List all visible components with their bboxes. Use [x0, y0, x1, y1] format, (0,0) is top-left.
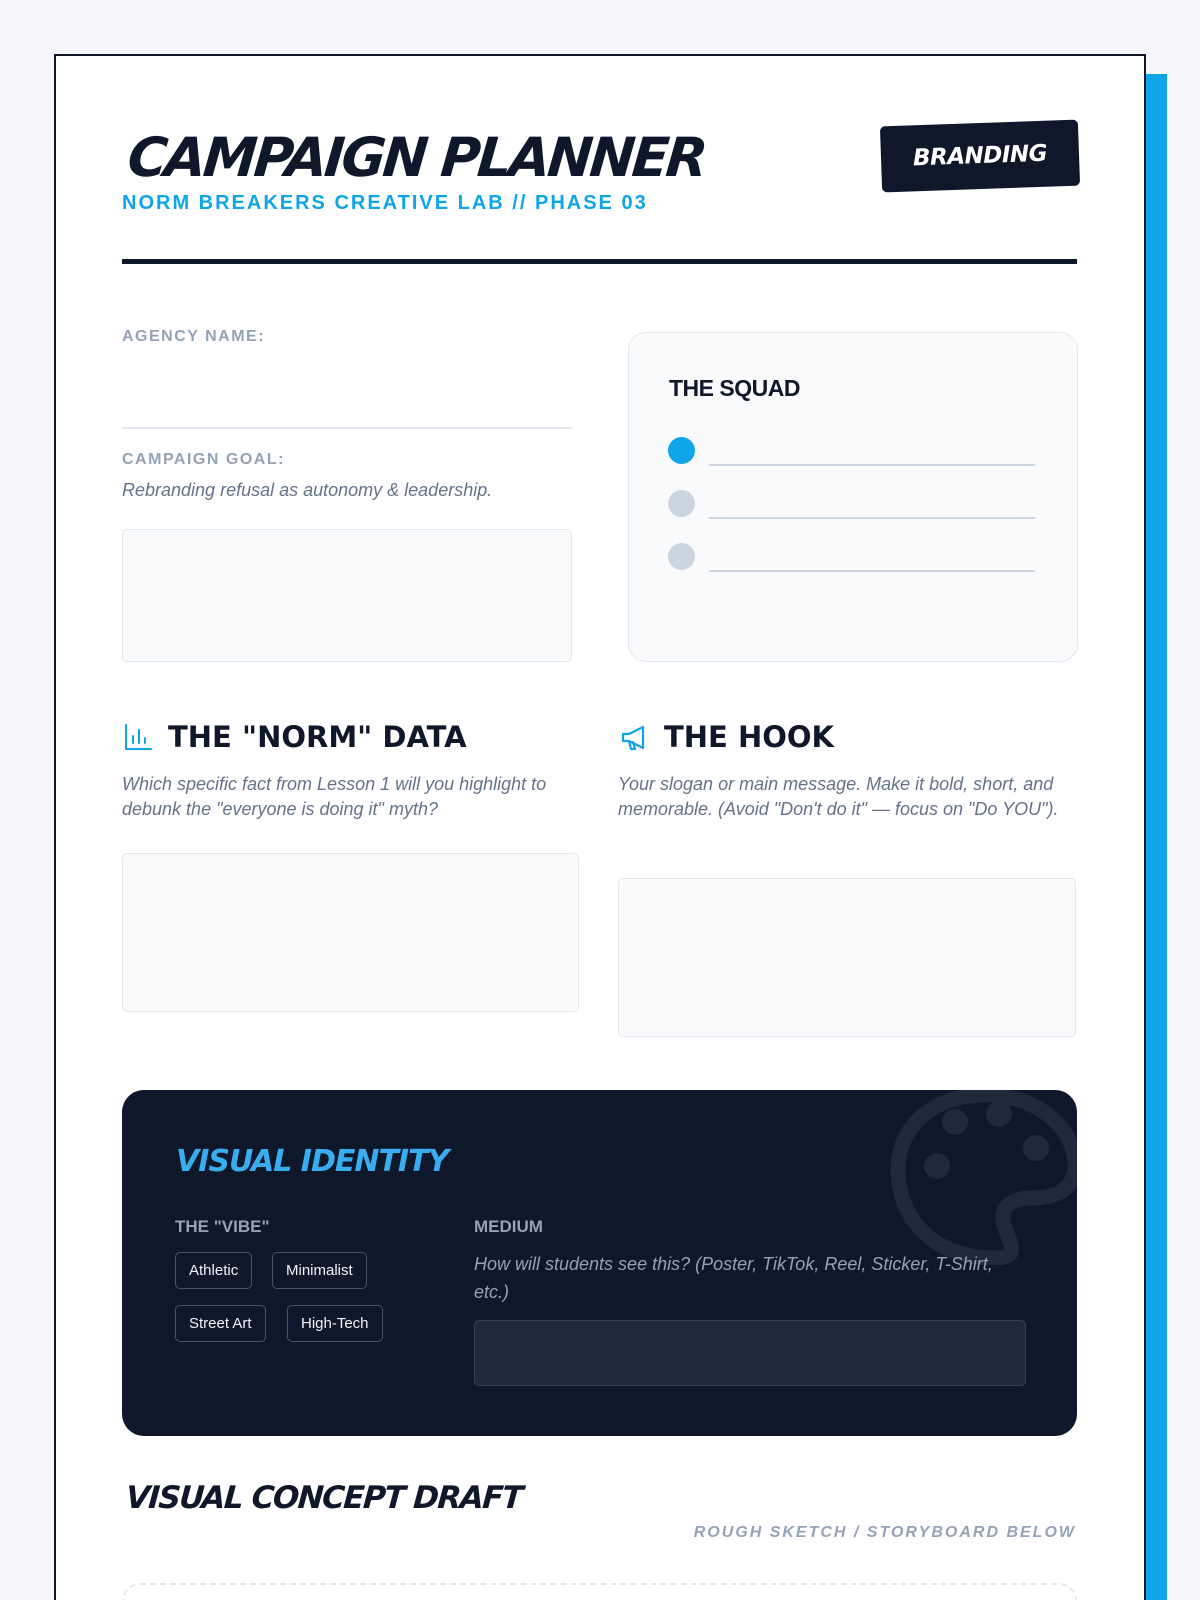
vibe-tag-street-art[interactable]: Street Art: [175, 1305, 266, 1342]
worksheet-page: [54, 54, 1146, 1600]
norm-data-heading: [122, 720, 467, 754]
squad-title: THE SQUAD: [669, 375, 800, 401]
norm-data-title: THE "NORM" DATA: [168, 720, 467, 754]
agency-name-label: AGENCY NAME:: [122, 328, 266, 345]
vibe-tag-high-tech[interactable]: High-Tech: [287, 1305, 383, 1342]
medium-field[interactable]: [474, 1320, 1026, 1386]
vibe-label: THE "VIBE": [175, 1217, 270, 1236]
squad-member-dot-2: [668, 490, 695, 517]
hook-field[interactable]: [618, 878, 1076, 1037]
campaign-goal-hint: Rebranding refusal as autonomy & leadership.: [122, 480, 493, 500]
hook-hint: Your slogan or main message. Make it bold, short, and memorable. (Avoid "Don't do it" — focus on "Do YOU").: [618, 774, 1059, 819]
palette-icon: [890, 1090, 1077, 1270]
hook-heading: [618, 720, 834, 754]
squad-card: [628, 332, 1078, 662]
campaign-goal-label: CAMPAIGN GOAL:: [122, 451, 285, 468]
branding-badge: BRANDING: [880, 120, 1080, 193]
squad-member-field-2[interactable]: [709, 517, 1035, 519]
norm-data-field[interactable]: [122, 853, 579, 1012]
vibe-tag-minimalist[interactable]: Minimalist: [272, 1252, 367, 1289]
bar-chart-icon: [122, 721, 154, 753]
visual-identity-panel: [122, 1090, 1077, 1436]
norm-data-hint: Which specific fact from Lesson 1 will you highlight to debunk the "everyone is doing it" myth?: [122, 774, 547, 819]
medium-label: MEDIUM: [474, 1217, 543, 1236]
campaign-goal-field[interactable]: [122, 529, 572, 662]
squad-member-dot-3: [668, 543, 695, 570]
visual-identity-title: VISUAL IDENTITY: [176, 1144, 449, 1179]
vibe-tag-athletic[interactable]: Athletic: [175, 1252, 252, 1289]
agency-name-field[interactable]: [122, 427, 572, 429]
sheet-accent-bar: [1145, 74, 1167, 1600]
medium-hint: How will students see this? (Poster, TikTok, Reel, Sticker, T-Shirt, etc.): [474, 1254, 993, 1302]
header-divider: [122, 259, 1077, 264]
page-subtitle: NORM BREAKERS CREATIVE LAB // PHASE 03: [122, 192, 648, 214]
squad-member-field-3[interactable]: [709, 570, 1035, 572]
hook-title: THE HOOK: [664, 720, 835, 754]
concept-sketch-area[interactable]: [122, 1583, 1077, 1600]
megaphone-icon: [618, 721, 650, 753]
squad-member-field-1[interactable]: [709, 464, 1035, 466]
concept-draft-note: ROUGH SKETCH / STORYBOARD BELOW: [693, 1524, 1076, 1541]
page-title: CAMPAIGN PLANNER: [125, 126, 708, 189]
concept-draft-title: VISUAL CONCEPT DRAFT: [124, 1480, 523, 1516]
squad-member-dot-1: [668, 437, 695, 464]
